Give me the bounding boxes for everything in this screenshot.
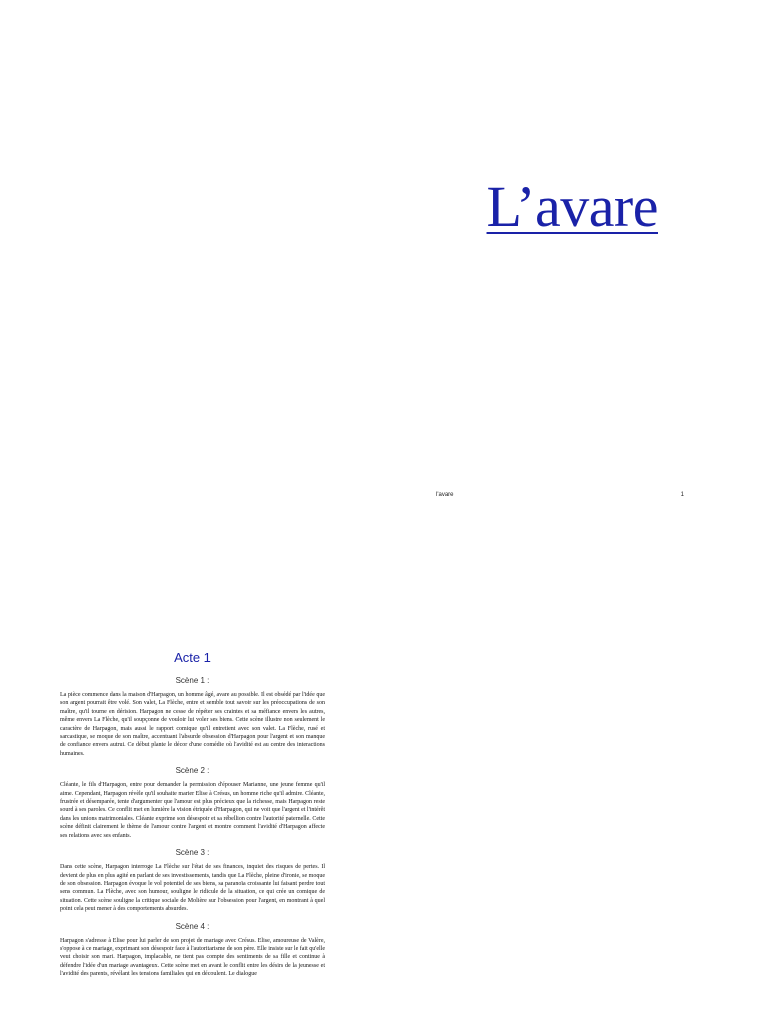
scene-heading: Scène 1 : (175, 676, 210, 685)
scene-block (60, 922, 325, 979)
scene-heading: Scène 4 : (175, 921, 210, 931)
scene-block (60, 676, 325, 758)
act-section (60, 650, 325, 987)
scene-heading: Scène 2 : (175, 766, 210, 776)
cover-title: L’avare (486, 174, 658, 239)
scene-text: Harpagon s'adresse à Elise pour lui parler de son projet de mariage avec Crésus. Elise, amoureuse de Valère, s'oppose à ce mariage, exprimant son désespoir face à l'autoritarisme de son père. Elle insiste sur le fait qu'elle veut choisir son mari. Harpagon, implacable, ne tient pas compte des sentiments de sa fille et continue à défendre l'idée d'un mariage avantageux. Cette scène met en avant le conflit entre les désirs de la jeunesse et l'avidité des parents, révélant les tensions familiales qui en découlent. Le dialogue (60, 937, 325, 978)
content-page (0, 512, 768, 1024)
scene-text: Cléante, le fils d'Harpagon, entre pour demander la permission d'épouser Marianne, une jeune femme qu'il aime. Cependant, Harpagon révèle qu'il souhaite marier Elise à Crésus, un homme riche qu'il admire. Cléante, frustrée et désemparée, tente d'argumenter que l'amour est plus précieux que la richesse, mais Harpagon reste sourd à ses paroles. Ce conflit met en lumière la vision étriquée d'Harpagon, qui ne voit que l'argent et l'intérêt dans les unions matrimoniales. Cléante exprime son désespoir et sa rébellion contre l'autorité paternelle. Cette scène définit clairement le thème de l'amour contre l'argent et montre comment l'avidité d'Harpagon affecte ses relations avec ses enfants. (60, 782, 325, 839)
scene-heading: Scène 3 : (175, 848, 210, 858)
scene-block (60, 848, 325, 913)
scene-text: La pièce commence dans la maison d'Harpagon, un homme âgé, avare au possible. Il est obsédé par l'idée que son argent pourrait être volé. Son valet, La Flèche, entre et semble tout savoir sur les préoccupations de son maître, qu'il tourne en dérision. Harpagon ne cesse de répéter ses craintes et sa méfiance envers les autres, même envers La Flèche, qu'il soupçonne de vouloir lui voler ses biens. Cette scène illustre non seulement le caractère de Harpagon, mais aussi le rapport comique qu'il entretient avec son valet. La Flèche, rusé et sarcastique, se moque de son maître, accentuant l'absurde obsession d'Harpagon pour l'argent et son manque de confiance envers autrui. Ce début plante le décor d'une comédie où l'avidité est au centre des interactions humaines. (60, 692, 325, 757)
footer-title: l'avare (436, 492, 454, 498)
scene-text: Dans cette scène, Harpagon interroge La Flèche sur l'état de ses finances, inquiet des risques de pertes. Il devient de plus en plus agité en parlant de ses investissements, tandis que La Flèche, pleine d'ironie, se moque de son obsession. Harpagon évoque le vol potentiel de ses biens, sa paranoïa croissante lui faisant perdre tout sens commun. La Flèche, avec son humour, souligne le ridicule de la situation, ce qui crée un comique de situation. Cette scène souligne la critique sociale de Molière sur l'obsession pour l'argent, en montrant à quel point cela peut mener à des comportements absurdes. (60, 864, 325, 913)
scene-block (60, 766, 325, 840)
act-heading: Acte 1 (174, 650, 211, 665)
footer-page-number: 1 (680, 492, 684, 498)
